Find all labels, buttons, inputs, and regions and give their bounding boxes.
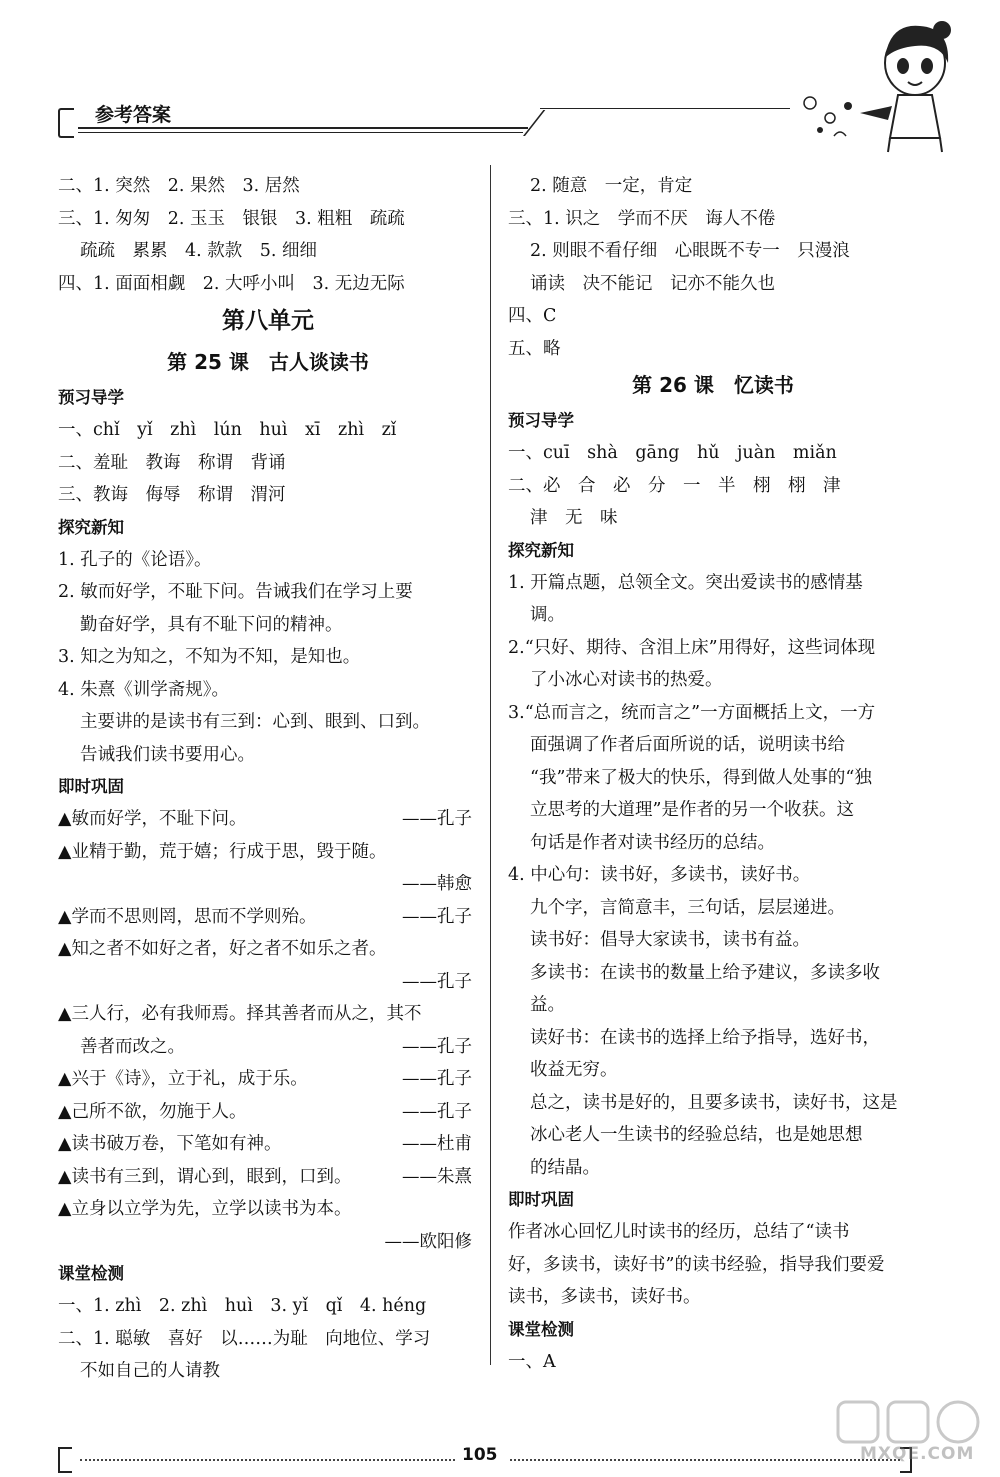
answer-line: 四、C	[508, 306, 557, 326]
section-heading: 预习导学	[508, 411, 574, 430]
section-heading: 课堂检测	[508, 1319, 574, 1339]
quote-line	[58, 1161, 478, 1194]
quote-line	[58, 803, 478, 836]
answer-line: 二、1. 聪敏 喜好 以……为耻 向地位、学习	[58, 1328, 431, 1349]
answer-line: 1. 孔子的《论语》。	[58, 549, 212, 570]
section-heading: 探究新知	[58, 517, 124, 537]
quote-text: ▲读书破万卷，下笔如有神。	[58, 1134, 282, 1154]
answer-line: 好，多读书，读好书”的读书经验，指导我们要爱	[508, 1254, 885, 1275]
answer-line: 主要讲的是读书有三到：心到、眼到、口到。	[80, 712, 430, 732]
quote-text: ▲学而不思则罔，思而不学则殆。	[58, 906, 317, 927]
header-rule	[78, 127, 528, 129]
answer-line: 九个字，言简意丰，三句话，层层递进。	[530, 897, 845, 918]
answer-line: 二、1. 突然 2. 果然 3. 居然	[58, 176, 300, 196]
answer-line: 了小冰心对读书的热爱。	[530, 670, 723, 690]
quote-line: ▲知之者不如好之者，好之者不如乐之者。	[58, 939, 387, 959]
column-divider	[490, 165, 491, 1365]
quote-line	[58, 1031, 478, 1064]
page-header	[0, 0, 1000, 160]
quote-author: ——孔子	[402, 1036, 472, 1057]
quote-line	[58, 1063, 478, 1096]
answer-line: 的结晶。	[530, 1157, 600, 1178]
answer-line: 读书好：倡导大家读书，读书有益。	[530, 930, 810, 950]
answer-line: 2.“只好、期待、含泪上床”用得好，这些词体现	[508, 637, 876, 658]
answer-line: 2. 则眼不看仔细 心眼既不专一 只漫浪	[530, 241, 850, 261]
quote-line: ▲三人行，必有我师焉。择其善者而从之，其不	[58, 1004, 422, 1024]
answer-line: 诵读 决不能记 记亦不能久也	[530, 273, 775, 294]
answer-line: 面强调了作者后面所说的话，说明读书给	[530, 735, 845, 755]
answer-line: 益。	[530, 995, 565, 1015]
quote-text: ▲己所不欲，勿施于人。	[58, 1101, 247, 1122]
left-column	[58, 170, 478, 1388]
answer-line: 总之，读书是好的，且要多读书，读好书，这是	[530, 1092, 898, 1113]
answer-line: 立思考的大道理”是作者的另一个收获。这	[530, 800, 854, 820]
watermark-seal-icon	[830, 1398, 995, 1448]
answer-line: 多读书：在读书的数量上给予建议，多读多收	[530, 962, 880, 983]
quote-author: ——朱熹	[402, 1166, 472, 1187]
answer-line: 一、1. zhì 2. zhì huì 3. yǐ qǐ 4. héng	[58, 1296, 427, 1316]
quote-line: ▲业精于勤，荒于嬉；行成于思，毁于随。	[58, 841, 387, 862]
quote-line	[58, 1096, 478, 1129]
answer-line: 1. 开篇点题，总领全文。突出爱读书的感情基	[508, 572, 863, 593]
quote-author: ——欧阳修	[384, 1231, 472, 1252]
quote-author: ——孔子	[402, 906, 472, 927]
answer-line: 4. 中心句：读书好，多读书，读好书。	[508, 865, 811, 885]
answer-line: 2. 敏而好学，不耻下问。告诫我们在学习上要	[58, 582, 413, 602]
quote-author: ——孔子	[402, 809, 472, 829]
quote-author: ——杜甫	[402, 1134, 472, 1154]
answer-line: “我”带来了极大的快乐，得到做人处事的“独	[530, 767, 872, 788]
answer-line: 一、chǐ yǐ zhì lún huì xī zhì zǐ	[58, 420, 397, 440]
answer-line: 五、略	[508, 338, 561, 359]
answer-line: 三、1. 匆匆 2. 玉玉 银银 3. 粗粗 疏疏	[58, 208, 405, 229]
header-rule-thin	[78, 132, 523, 133]
lesson-title: 第 25 课 古人谈读书	[167, 350, 369, 374]
section-heading: 即时巩固	[508, 1190, 574, 1209]
quote-text: 善者而改之。	[80, 1036, 185, 1057]
section-heading: 课堂检测	[58, 1264, 124, 1283]
header-title: 参考答案	[95, 104, 172, 126]
answer-line: 三、1. 识之 学而不厌 诲人不倦	[508, 208, 776, 229]
answer-line: 3.“总而言之，统而言之”一方面概括上文，一方	[508, 702, 876, 723]
footer-bracket-mark	[58, 1447, 72, 1473]
quote-text: ▲读书有三到，谓心到，眼到，口到。	[58, 1166, 352, 1187]
section-heading: 探究新知	[508, 540, 574, 560]
quote-author: ——孔子	[402, 971, 472, 992]
answer-line: 3. 知之为知之，不知为不知，是知也。	[58, 647, 361, 667]
unit-title: 第八单元	[222, 308, 314, 334]
answer-line: 津 无 味	[530, 508, 618, 528]
cartoon-girl-icon	[790, 18, 960, 158]
quote-line	[58, 901, 478, 934]
header-bracket-mark	[58, 108, 74, 138]
quote-author: ——孔子	[402, 1101, 472, 1122]
answer-line: 调。	[530, 605, 565, 625]
answer-line: 收益无穷。	[530, 1060, 618, 1080]
answer-line: 一、cuī shà gāng hǔ juàn miǎn	[508, 443, 837, 463]
quote-text: ▲敏而好学，不耻下问。	[58, 809, 247, 829]
header-rule-slant	[523, 110, 567, 136]
answer-line: 一、A	[508, 1351, 556, 1372]
quote-line	[58, 1128, 478, 1161]
answer-line: 句话是作者对读书经历的总结。	[530, 832, 775, 853]
answer-line: 读好书：在读书的选择上给予指导，选好书，	[530, 1027, 880, 1048]
answer-line: 四、1. 面面相觑 2. 大呼小叫 3. 无边无际	[58, 273, 405, 294]
section-heading: 即时巩固	[58, 777, 124, 796]
quote-line: ▲立身以立学为先，立学以读书为本。	[58, 1199, 352, 1219]
answer-line: 告诫我们读书要用心。	[80, 744, 255, 765]
quote-author: ——孔子	[402, 1069, 472, 1089]
answer-line: 作者冰心回忆儿时读书的经历，总结了“读书	[508, 1222, 850, 1242]
answer-line: 三、教诲 侮辱 称谓 渭河	[58, 485, 286, 505]
answer-line: 4. 朱熹《训学斋规》。	[58, 679, 230, 700]
section-heading: 预习导学	[58, 388, 124, 407]
lesson-title: 第 26 课 忆读书	[632, 373, 794, 397]
answer-line: 不如自己的人请教	[80, 1361, 220, 1381]
footer-dotted-rule	[80, 1459, 455, 1461]
answer-line: 勤奋好学，具有不耻下问的精神。	[80, 614, 343, 635]
watermark-logo	[830, 1398, 995, 1473]
watermark-text: MXQE.COM	[860, 1444, 975, 1464]
answer-line: 疏疏 累累 4. 款款 5. 细细	[80, 241, 318, 261]
answer-line: 二、必 合 必 分 一 半 栩 栩 津	[508, 475, 841, 496]
answer-line: 读书，多读书，读好书。	[508, 1287, 701, 1307]
quote-author: ——韩愈	[402, 874, 472, 894]
answer-line: 冰心老人一生读书的经验总结，也是她思想	[530, 1125, 863, 1145]
answer-line: 2. 随意 一定，肯定	[530, 176, 693, 196]
answer-line: 二、羞耻 教诲 称谓 背诵	[58, 452, 286, 473]
right-column	[508, 170, 918, 1378]
quote-text: ▲兴于《诗》，立于礼，成于乐。	[58, 1069, 308, 1089]
header-rule-upper	[540, 108, 790, 109]
page-number: 105	[462, 1445, 498, 1465]
